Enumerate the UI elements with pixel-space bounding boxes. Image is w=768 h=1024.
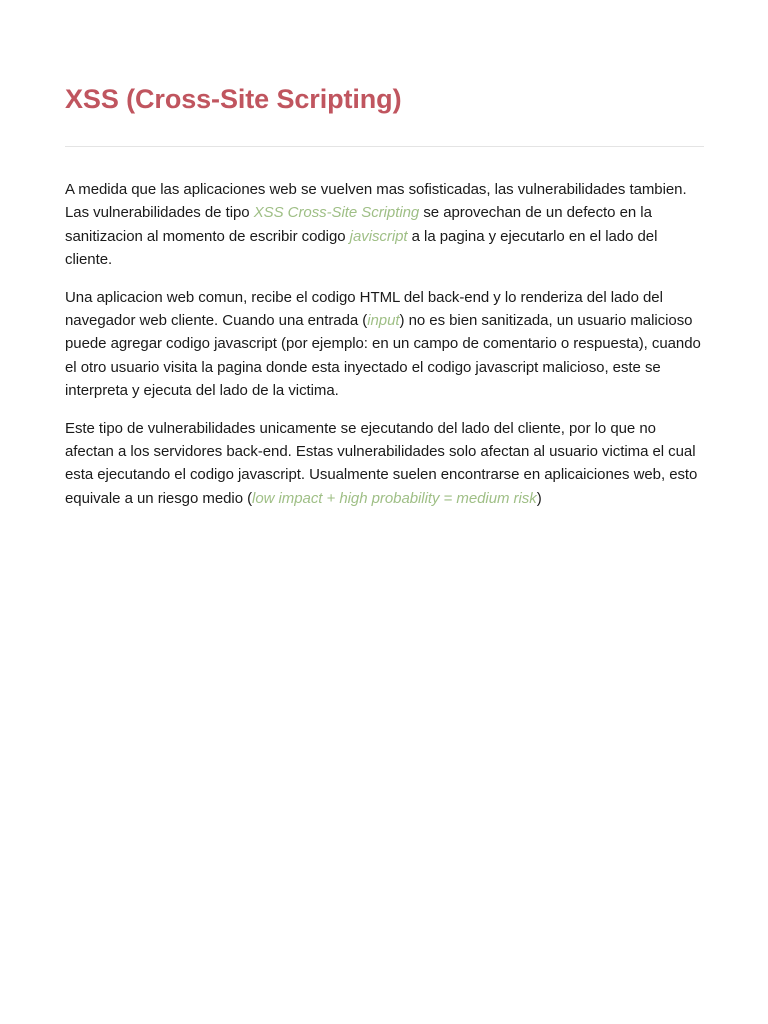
paragraph-2 [65,286,704,403]
paragraph-1-text-1: A medida que las aplicaciones web se vuelven mas sofisticadas, las vulnerabilidades tambien. Las vulnerabilidades de tipo [65,181,687,222]
paragraph-3-text-1: Este tipo de vulnerabilidades unicamente se ejecutando del lado del cliente, por lo que no afectan a los servidores back-end. Estas vulnerabilidades solo afectan al usuario victima el cual esta ejecutando el codigo javascript. Usualmente suelen encontrarse en aplicaiciones web, esto equivale a un riesgo medio ( [65,419,698,507]
paragraph-1 [65,178,704,272]
paragraph-1-emphasis-javascript: javiscript [349,227,408,245]
paragraph-3-text-2: ) [536,489,542,507]
article-body [65,178,704,510]
paragraph-3-emphasis-risk: low impact + high probability = medium risk [252,489,537,507]
paragraph-2-text-2: ) no es bien sanitizada, un usuario malicioso puede agregar codigo javascript (por ejemplo: en un campo de comentario o respuesta), cuando el otro usuario visita la pagina donde esta inyectado el codigo javascript malicioso, este se interpreta y ejecuta del lado de la victima. [65,312,701,400]
paragraph-2-emphasis-input: input [367,312,400,330]
paragraph-1-text-3: a la pagina y ejecutarlo en el lado del cliente. [65,227,658,269]
page-title: XSS (Cross-Site Scripting) [65,84,402,114]
title-divider [65,146,704,147]
paragraph-2-text-1: Una aplicacion web comun, recibe el codigo HTML del back-end y lo renderiza del lado del navegador web cliente. Cuando una entrada ( [65,288,663,330]
paragraph-1-text-2: se aprovechan de un defecto en la sanitizacion al momento de escribir codigo [65,204,652,245]
paragraph-1-emphasis-xss: XSS Cross-Site Scripting [253,204,420,222]
paragraph-3 [65,417,704,511]
